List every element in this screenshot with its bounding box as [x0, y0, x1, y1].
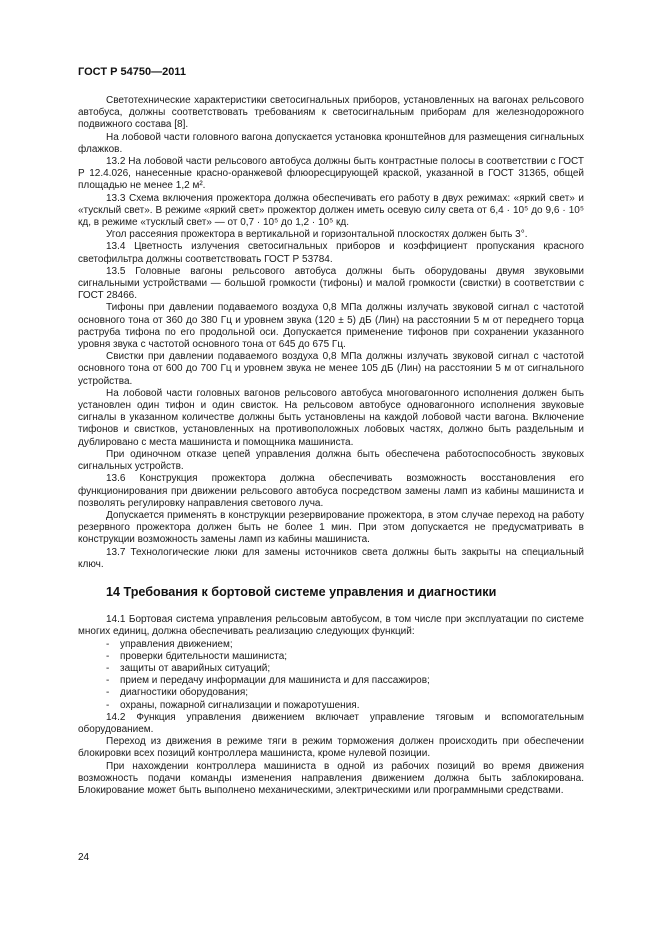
list-item	[78, 687, 584, 699]
paragraph: Тифоны при давлении подаваемого воздуха 0,8 МПа должны излучать звуковой сигнал с частотой основного тона от 360 до 380 Гц и уровнем звука (120 ± 5) дБ (Лин) на расстоянии 5 м от переднего торца раструба тифона по его продольной оси. Допускается применение тифонов при сохранении указанного уровня звука с частотой основного тона от 645 до 675 Гц.	[78, 302, 584, 351]
paragraph: 14.2 Функция управления движением включает управление тяговым и вспомогательным оборудованием.	[78, 711, 584, 735]
paragraph: 13.4 Цветность излучения светосигнальных приборов и коэффициент пропускания красного светофильтра должны соответствовать ГОСТ Р 53784.	[78, 241, 584, 265]
paragraph: Переход из движения в режиме тяги в режим торможения должен происходить при обеспечении блокировки всех позиций контроллера машиниста, кроме нулевой позиции.	[78, 736, 584, 760]
list-item-text: диагностики оборудования;	[120, 687, 249, 699]
paragraph: При нахождении контроллера машиниста в одной из рабочих позиций во время движения возможность подачи команды изменения направления движением должна быть заблокирована. Блокирование может быть выполнено механическими, электрическими или программными средствами.	[78, 760, 584, 796]
list-dash: -	[106, 687, 110, 699]
list-item	[78, 675, 584, 687]
list-item	[78, 700, 584, 712]
paragraph: 13.7 Технологические люки для замены источников света должны быть закрыты на специальный ключ.	[78, 546, 584, 570]
list-item	[78, 651, 584, 663]
function-list	[78, 639, 584, 712]
paragraph: 14.1 Бортовая система управления рельсовым автобусом, в том числе при эксплуатации по системе многих единиц, должна обеспечивать реализацию следующих функций:	[78, 614, 584, 638]
document-header: ГОСТ Р 54750—2011	[78, 66, 186, 78]
paragraph: При одиночном отказе цепей управления должна быть обеспечена работоспособность звуковых сигнальных устройств.	[78, 448, 584, 473]
list-dash: -	[106, 650, 110, 662]
paragraph: 13.3 Схема включения прожектора должна обеспечивать его работу в двух режимах: «яркий свет» и «тусклый свет». В режиме «яркий свет» прожектор должен иметь осевую силу света от 6,4 · 10⁵ до 9,6 · 10⁵ кд, в режиме «тусклый свет» — от 0,7 · 10⁵ до 1,2 · 10⁵ кд.	[78, 192, 584, 229]
list-dash: -	[106, 638, 110, 650]
list-dash: -	[106, 662, 110, 674]
paragraph: Свистки при давлении подаваемого воздуха 0,8 МПа должны излучать звуковой сигнал с частотой основного тона от 600 до 700 Гц и уровнем звука не менее 105 дБ (Лин) на расстоянии 5 м от сигнального устройства.	[78, 351, 584, 387]
list-item-text: управления движением;	[120, 638, 233, 650]
paragraph: Допускается применять в конструкции резервирование прожектора, в этом случае переход на работу резервного прожектора должен быть не более 1 мин. При этом допускается не предусматривать в конструкции возможность замены ламп из кабины машиниста.	[78, 509, 584, 546]
paragraph: 13.2 На лобовой части рельсового автобуса должны быть контрастные полосы в соответствии с ГОСТ Р 12.4.026, нанесенные красно-оранжевой флюоресцирующей краской, указанной в ГОСТ 31365, общей площадью не менее 1,2 м².	[78, 156, 584, 192]
paragraph: 13.6 Конструкция прожектора должна обеспечивать возможность восстановления его функционирования при движении рельсового автобуса посредством замены ламп из кабины машиниста и позволять регулировку направления светового луча.	[78, 473, 584, 509]
list-item-text: прием и передачу информации для машиниста и для пассажиров;	[120, 675, 430, 687]
page-number: 24	[78, 852, 90, 863]
section-heading: 14 Требования к бортовой системе управления и диагностики	[106, 584, 497, 599]
list-item-text: охраны, пожарной сигнализации и пожаротушения.	[120, 699, 360, 711]
paragraph: На лобовой части головных вагонов рельсового автобуса многовагонного исполнения должен быть установлен один тифон и один свисток. На рельсовом автобусе одновагонного исполнения звуковые сигналы в указанном количестве должны быть установлены на каждой лобовой части вагона. Включение тифонов и свистков, установленных на противоположных лобовых частях, должно быть раздельным и дублировано с места машиниста и помощника машиниста.	[78, 387, 584, 448]
paragraph: На лобовой части головного вагона допускается установка кронштейнов для размещения сигнальных флажков.	[78, 131, 584, 155]
paragraph: 13.5 Головные вагоны рельсового автобуса должны быть оборудованы двумя звуковыми сигнальными устройствами — большой громкости (тифоны) и малой громкости (свистки) в соответствии с ГОСТ 28466.	[78, 265, 584, 302]
list-item	[78, 663, 584, 675]
paragraph: Угол рассеяния прожектора в вертикальной и горизонтальной плоскостях должен быть 3°.	[106, 229, 528, 241]
document-body	[78, 95, 584, 797]
list-dash: -	[106, 675, 110, 687]
list-dash: -	[106, 699, 110, 711]
list-item-text: защиты от аварийных ситуаций;	[120, 662, 271, 674]
list-item	[78, 639, 584, 651]
paragraph: Светотехнические характеристики светосигнальных приборов, установленных на вагонах рельсового автобуса, должны соответствовать требованиям к светосигнальным приборам для железнодорожного подвижного состава [8].	[78, 95, 584, 131]
list-item-text: проверки бдительности машиниста;	[120, 650, 288, 662]
